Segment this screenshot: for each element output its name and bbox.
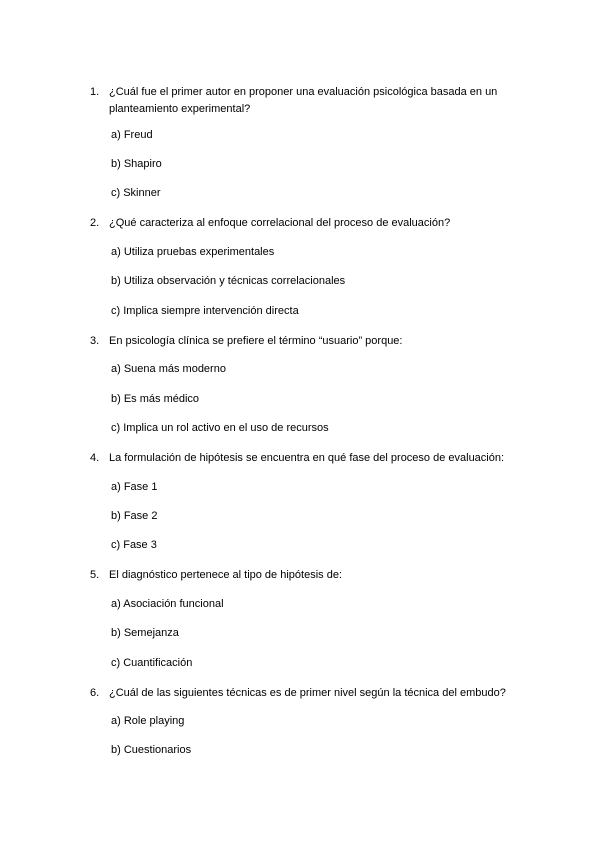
option-6b: b) Cuestionarios (111, 744, 192, 756)
option-6a: a) Role playing (111, 715, 185, 727)
question-6 (90, 685, 520, 702)
option-1c: c) Skinner (111, 187, 161, 199)
option-4c: c) Fase 3 (111, 539, 157, 551)
option-5b: b) Semejanza (111, 627, 179, 639)
question-text: ¿Qué caracteriza al enfoque correlacional del proceso de evaluación? (109, 217, 451, 229)
option-4b: b) Fase 2 (111, 510, 158, 522)
option-2b: b) Utiliza observación y técnicas correlacionales (111, 275, 346, 287)
option-3a: a) Suena más moderno (111, 363, 226, 375)
question-3 (90, 333, 520, 350)
option-5c: c) Cuantificación (111, 657, 193, 669)
option-3b: b) Es más médico (111, 393, 200, 405)
option-1a: a) Freud (111, 129, 153, 141)
question-text: ¿Cuál de las siguientes técnicas es de primer nivel según la técnica del embudo? (109, 687, 506, 699)
question-number: 6. (90, 687, 100, 699)
question-2 (90, 215, 520, 232)
option-3c: c) Implica un rol activo en el uso de recursos (111, 422, 329, 434)
option-4a: a) Fase 1 (111, 481, 158, 493)
question-number: 1. (90, 86, 100, 98)
question-1 (90, 84, 520, 118)
option-5a: a) Asociación funcional (111, 598, 224, 610)
question-number: 2. (90, 217, 100, 229)
question-4 (90, 450, 520, 467)
question-number: 3. (90, 335, 100, 347)
option-2c: c) Implica siempre intervención directa (111, 305, 299, 317)
question-text: ¿Cuál fue el primer autor en proponer una evaluación psicológica basada en un planteamiento experimental? (109, 86, 498, 115)
question-text: El diagnóstico pertenece al tipo de hipótesis de: (109, 569, 342, 581)
question-text: En psicología clínica se prefiere el término “usuario” porque: (109, 335, 403, 347)
question-number: 5. (90, 569, 100, 581)
question-text: La formulación de hipótesis se encuentra en qué fase del proceso de evaluación: (109, 452, 505, 464)
question-5 (90, 567, 520, 584)
option-2a: a) Utiliza pruebas experimentales (111, 246, 275, 258)
option-1b: b) Shapiro (111, 158, 162, 170)
question-number: 4. (90, 452, 100, 464)
